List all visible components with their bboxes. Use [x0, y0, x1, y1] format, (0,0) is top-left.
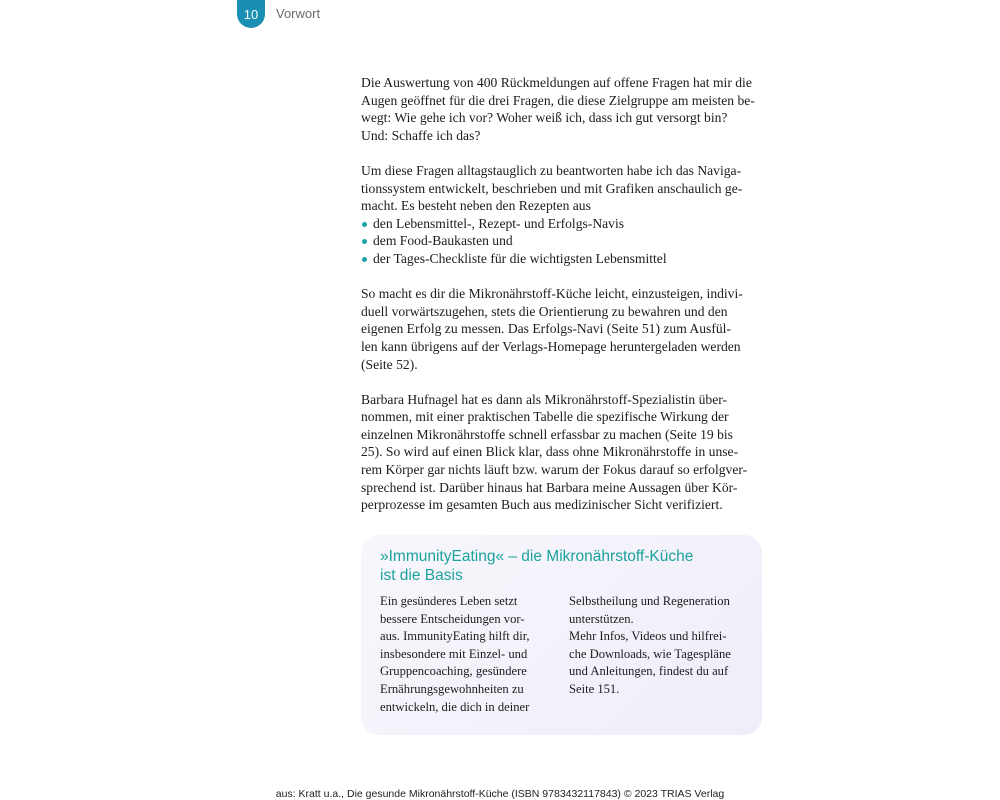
- bullet-item: der Tages-Checkliste für die wichtigsten Lebensmittel: [361, 250, 761, 268]
- section-title: Vorwort: [276, 6, 321, 21]
- text-line: 25). So wird auf einen Blick klar, dass ohne Mikronährstoffe in unse-: [361, 444, 739, 460]
- text-line: Ernährungsgewohnheiten zu: [380, 681, 524, 696]
- text-line: sprechend ist. Darüber hinaus hat Barbara meine Aussagen über Kör-: [361, 479, 738, 495]
- page-number: 10: [243, 6, 259, 22]
- text-line: Mehr Infos, Videos und hilfrei-: [569, 629, 727, 644]
- text-line: macht. Es besteht neben den Rezepten aus: [361, 198, 591, 214]
- info-box-left-column: [380, 593, 560, 716]
- text-line: Die Auswertung von 400 Rückmeldungen auf offene Fragen hat mir die: [361, 75, 752, 90]
- text-line: bessere Entscheidungen vor-: [380, 611, 525, 626]
- text-line: Ein gesünderes Leben setzt: [380, 594, 518, 608]
- info-box-title: [380, 547, 750, 585]
- text-line: entwickeln, die dich in deiner: [380, 699, 530, 714]
- text-line: So macht es dir die Mikronährstoff-Küche leicht, einzusteigen, indivi-: [361, 286, 743, 302]
- text-line: und Anleitungen, findest du auf: [569, 664, 729, 679]
- text-line: aus. ImmunityEating hilft dir,: [380, 629, 530, 644]
- text-line: insbesondere mit Einzel- und: [380, 646, 528, 661]
- text-line: Barbara Hufnagel hat es dann als Mikronährstoff-Spezialistin über-: [361, 391, 728, 407]
- bullet-item: dem Food-Baukasten und: [361, 232, 761, 250]
- text-line: unterstützen.: [569, 611, 634, 626]
- title-line: »ImmunityEating« – die Mikronährstoff-Küche: [380, 548, 694, 565]
- text-line: Selbstheilung und Regeneration: [569, 594, 730, 608]
- text-line: Seite 151.: [569, 681, 620, 696]
- paragraph-2: [361, 162, 761, 215]
- text-line: duell vorwärtszugehen, stets die Orientierung zu bewahren und den: [361, 303, 728, 319]
- text-line: perprozesse im gesamten Buch aus medizinischer Sicht verifiziert.: [361, 497, 723, 513]
- text-line: eigenen Erfolg zu messen. Das Erfolgs-Navi (Seite 51) zum Ausfül-: [361, 321, 731, 337]
- text-line: einzelnen Mikronährstoffe schnell erfassbar zu machen (Seite 19 bis: [361, 426, 733, 442]
- paragraph-3: [361, 285, 761, 373]
- bullet-item: den Lebensmittel-, Rezept- und Erfolgs-Navis: [361, 215, 761, 233]
- text-line: (Seite 52).: [361, 356, 418, 372]
- text-line: len kann übrigens auf der Verlags-Homepage heruntergeladen werden: [361, 338, 741, 354]
- text-line: wegt: Wie gehe ich vor? Woher weiß ich, dass ich gut versorgt bin?: [361, 110, 728, 126]
- text-line: Um diese Fragen alltagstauglich zu beantworten habe ich das Naviga-: [361, 162, 742, 178]
- title-line: ist die Basis: [380, 567, 463, 584]
- text-line: rem Körper gar nichts läuft bzw. warum der Fokus darauf so erfolgver-: [361, 462, 748, 478]
- info-box-right-column: [569, 593, 749, 699]
- text-line: che Downloads, wie Tagespläne: [569, 646, 731, 661]
- text-line: Und: Schaffe ich das?: [361, 127, 481, 143]
- text-line: nommen, mit einer praktischen Tabelle die spezifische Wirkung der: [361, 409, 729, 425]
- paragraph-1: [361, 74, 761, 144]
- page-number-badge: [237, 0, 265, 28]
- paragraph-4: [361, 391, 761, 514]
- text-line: Augen geöffnet für die drei Fragen, die diese Zielgruppe am meisten be-: [361, 92, 755, 108]
- info-box: [361, 535, 762, 735]
- body-text: [361, 74, 761, 514]
- text-line: Gruppencoaching, gesündere: [380, 664, 527, 679]
- bullet-list: [361, 215, 761, 268]
- copyright-footer: aus: Kratt u.a., Die gesunde Mikronährstoff-Küche (ISBN 9783432117843) © 2023 TRIAS Verlag: [275, 788, 725, 800]
- text-line: tionssystem entwickelt, beschrieben und mit Grafiken anschaulich ge-: [361, 180, 743, 196]
